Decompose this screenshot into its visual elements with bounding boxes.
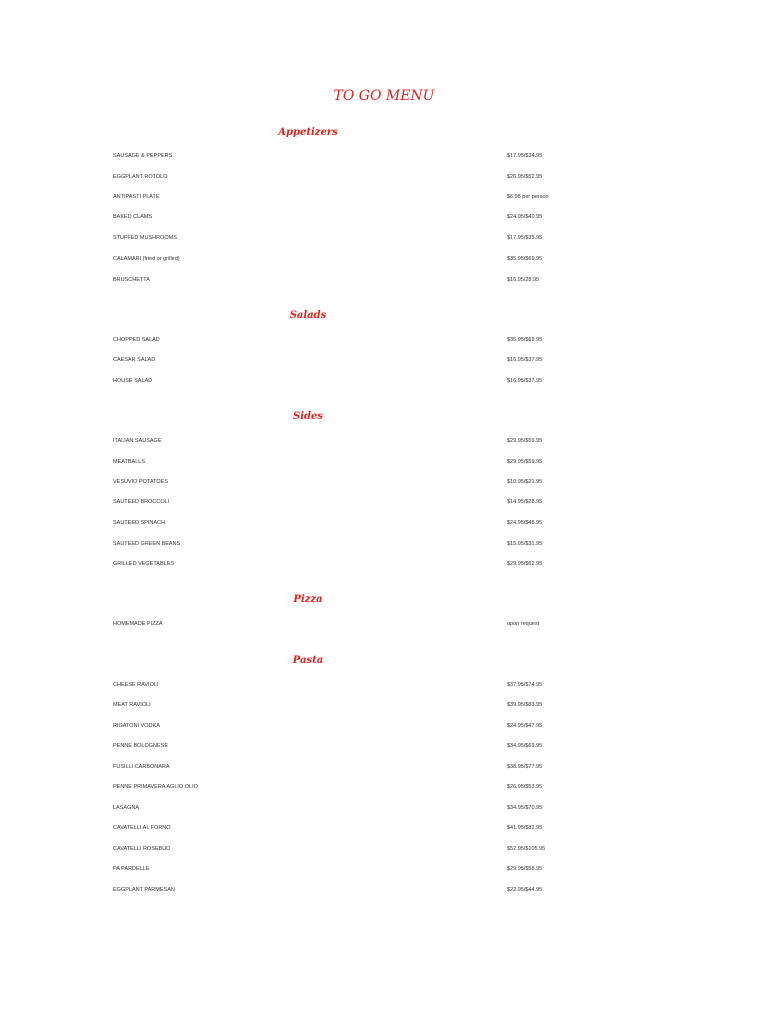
item-name: SAUTEED SPINACH (113, 520, 165, 526)
item-name: CHEESE RAVIOLI (113, 682, 159, 688)
item-price: $37.95/$74.95 (507, 682, 543, 688)
item-price: $6.95 per person (507, 194, 549, 200)
item-price: $16.95/28.95 (507, 277, 540, 283)
item-name: GRILLED VEGETABLES (113, 561, 175, 567)
item-name: CHOPPED SALAD (113, 337, 160, 343)
item-price: $39.95/$83.95 (507, 702, 543, 708)
menu-item (113, 762, 673, 772)
item-price: $29.95/$59.95 (507, 438, 543, 444)
item-price: $16.95/$37.95 (507, 357, 543, 363)
item-name: MEAT RAVIOLI (113, 702, 151, 708)
item-name: FUSILLI CARBONARA (113, 764, 170, 770)
menu-item (113, 782, 673, 792)
menu-item (113, 885, 673, 895)
menu-item (113, 823, 673, 833)
item-name: SAUTEED BROCCOLI (113, 499, 170, 505)
item-name: CAESAR SALAD (113, 357, 156, 363)
menu-item (113, 275, 673, 285)
item-name: BAKED CLAMS (113, 214, 153, 220)
section-heading-sides: Sides (292, 411, 323, 422)
menu-item (113, 721, 673, 731)
item-price: $35.95/$69.95 (507, 256, 543, 262)
item-price: $10.95/$21.95 (507, 479, 543, 485)
menu-item (113, 559, 673, 569)
item-price: $17.95/$35.95 (507, 235, 543, 241)
item-name: MEATBALLS (113, 459, 145, 465)
item-price: $24.95/$40.95 (507, 214, 543, 220)
page-title: TO GO MENU (333, 88, 435, 104)
item-name: HOUSE SALAD (113, 378, 153, 384)
menu-item (113, 741, 673, 751)
item-price: $17.95/$34.95 (507, 153, 543, 159)
item-name: SAUTEED GREEN BEANS (113, 541, 181, 547)
menu-item (113, 254, 673, 264)
menu-item (113, 355, 673, 365)
item-name: PENNE BOLOGNESE (113, 743, 169, 749)
item-name: CAVATELLI AL FORNO (113, 825, 171, 831)
item-name: CAVATELLI ROSEBUD (113, 846, 171, 852)
item-price: $35.95/$69.95 (507, 337, 543, 343)
item-name: VESUVIO POTATOES (113, 479, 169, 485)
item-name: PENNE PRIMAVERA AGLIO OLIO (113, 784, 198, 790)
item-price: $22.95/$44.95 (507, 887, 543, 893)
section-heading-pasta: Pasta (292, 655, 324, 666)
item-price: $41.95/$82.95 (507, 825, 543, 831)
item-price: $38.95/$77.95 (507, 764, 543, 770)
menu-item (113, 172, 673, 182)
item-price: $26.95/$52.95 (507, 174, 543, 180)
item-name: CALAMARI (fried or grilled) (113, 256, 180, 262)
menu-item (113, 864, 673, 874)
item-price: $24.95/$48.95 (507, 520, 543, 526)
item-name: SAUSAGE & PEPPERS (113, 153, 173, 159)
menu-item (113, 436, 673, 446)
item-price: $34.95/$69.95 (507, 743, 543, 749)
item-price: $34.95/$70.95 (507, 805, 543, 811)
menu-item (113, 192, 673, 202)
item-price: upon request (507, 621, 540, 627)
menu-item (113, 477, 673, 487)
item-name: HOMEMADE PIZZA (113, 621, 163, 627)
item-name: LASAGNA (113, 805, 139, 811)
item-price: $24.95/$47.95 (507, 723, 543, 729)
menu-item (113, 497, 673, 507)
menu-item (113, 700, 673, 710)
menu-item (113, 212, 673, 222)
item-price: $29.95/$62.95 (507, 561, 543, 567)
item-price: $29.95/$59.95 (507, 459, 543, 465)
item-name: EGGPLANT PARMESAN (113, 887, 175, 893)
section-heading-pizza: Pizza (293, 594, 323, 605)
section-heading-salads: Salads (289, 310, 327, 321)
item-name: PA PARDELLE (113, 866, 150, 872)
menu-item (113, 335, 673, 345)
item-name: ITALIAN SAUSAGE (113, 438, 162, 444)
item-price: $29.95/$58.95 (507, 866, 543, 872)
item-price: $52.95/$105.95 (507, 846, 546, 852)
item-name: STUFFED MUSHROOMS (113, 235, 177, 241)
menu-item (113, 457, 673, 467)
item-name: ANTIPASTI PLATE (113, 194, 160, 200)
menu-item (113, 376, 673, 386)
menu-item (113, 803, 673, 813)
menu-item (113, 151, 673, 161)
item-price: $16.95/$37.95 (507, 378, 543, 384)
item-name: RIGATONI VODKA (113, 723, 160, 729)
menu-item (113, 619, 673, 629)
item-price: $15.95/$31.95 (507, 541, 543, 547)
menu-item (113, 233, 673, 243)
item-price: $14.95/$28.95 (507, 499, 543, 505)
item-price: $26.95/$53.95 (507, 784, 543, 790)
menu-item (113, 844, 673, 854)
item-name: EGGPLANT ROTOLO (113, 174, 168, 180)
menu-item (113, 518, 673, 528)
menu-item (113, 539, 673, 549)
menu-item (113, 680, 673, 690)
section-heading-appetizers: Appetizers (278, 127, 338, 138)
item-name: BRUSCHETTA (113, 277, 150, 283)
